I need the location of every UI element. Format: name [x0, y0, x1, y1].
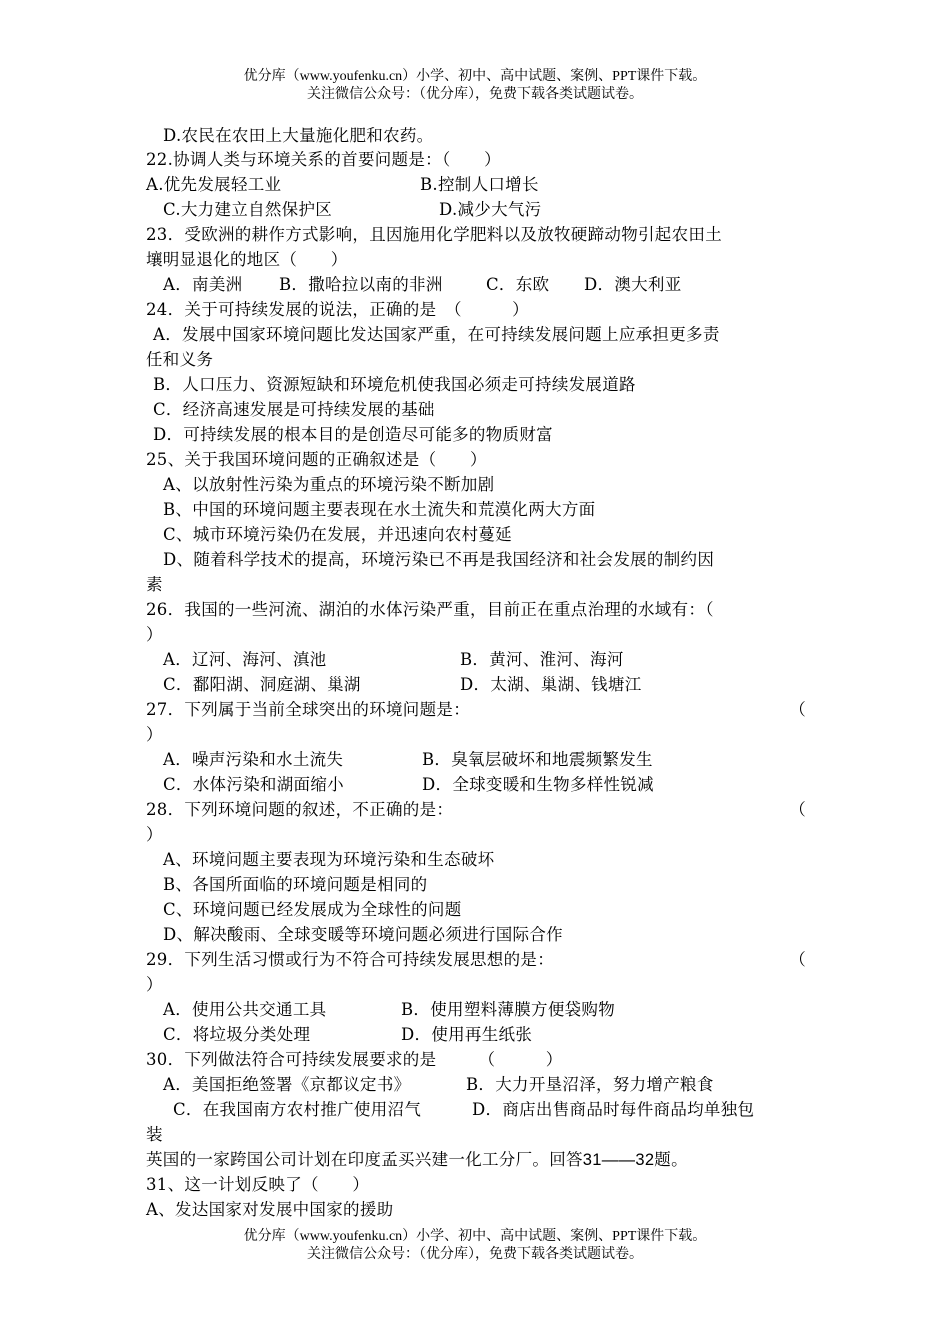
q23-option-d: D．澳大利亚 [584, 275, 682, 294]
q27-option-b: B．臭氧层破坏和地震频繁发生 [422, 750, 653, 769]
q23-option-b: B．撒哈拉以南的非洲 [279, 275, 443, 294]
q26-option-d: D．太湖、巢湖、钱塘江 [460, 675, 642, 694]
q30-option-d-line1: D．商店出售商品时每件商品均单独包 [472, 1100, 755, 1119]
q27-paren-close: ） [146, 725, 163, 744]
page-footer [0, 1228, 950, 1264]
q30-option-a: A．美国拒绝签署《京都议定书》 [163, 1075, 411, 1094]
q24-option-a-line1: A．发展中国家环境问题比发达国家严重，在可持续发展问题上应承担更多责 [153, 325, 720, 344]
q30-option-c: C．在我国南方农村推广使用沼气 [173, 1100, 422, 1119]
q30-option-d-line2: 装 [146, 1125, 163, 1144]
q24-option-c: C．经济高速发展是可持续发展的基础 [153, 400, 435, 419]
q26-stem-line2: ） [146, 625, 163, 644]
q29-option-c: C．将垃圾分类处理 [163, 1025, 311, 1044]
q25-option-d-line1: D、随着科学技术的提高，环境污染已不再是我国经济和社会发展的制约因 [163, 550, 715, 569]
q28-option-a: A、环境问题主要表现为环境污染和生态破坏 [163, 850, 495, 869]
q27-stem-line [146, 699, 810, 721]
q28-option-d: D、解决酸雨、全球变暖等环境问题必须进行国际合作 [163, 925, 563, 944]
q28-option-b: B、各国所面临的环境问题是相同的 [163, 875, 428, 894]
q23-option-a: A．南美洲 [163, 275, 243, 294]
q26-option-c: C．鄱阳湖、洞庭湖、巢湖 [163, 675, 361, 694]
q26-option-a: A．辽河、海河、滇池 [163, 650, 327, 669]
q25-stem: 25、关于我国环境问题的正确叙述是（ ） [146, 450, 487, 469]
q28-paren-open: （ [789, 800, 806, 819]
q23-option-c: C．东欧 [486, 275, 550, 294]
q25-option-d-line2: 素 [146, 575, 163, 594]
q28-stem: 28．下列环境问题的叙述，不正确的是： [146, 800, 454, 819]
q21-option-d: D.农民在农田上大量施化肥和农药。 [163, 126, 434, 145]
q29-paren-open: （ [789, 950, 806, 969]
q27-option-a: A．噪声污染和水土流失 [163, 750, 344, 769]
q22-option-a: A.优先发展轻工业 [146, 175, 282, 194]
q24-option-b: B．人口压力、资源短缺和环境危机使我国必须走可持续发展道路 [153, 375, 636, 394]
header-line-1: 优分库（www.youfenku.cn）小学、初中、高中试题、案例、PPT课件下载。 [243, 69, 707, 84]
q23-stem-line2: 壤明显退化的地区（ ） [146, 250, 348, 269]
q30-option-b: B．大力开垦沼泽，努力增产粮食 [466, 1075, 714, 1094]
q24-stem: 24．关于可持续发展的说法，正确的是 （ ） [146, 300, 529, 319]
q27-option-d: D．全球变暖和生物多样性锐减 [422, 775, 654, 794]
q29-option-b: B．使用塑料薄膜方便袋购物 [401, 1000, 616, 1019]
q27-option-c: C．水体污染和湖面缩小 [163, 775, 344, 794]
q22-stem: 22.协调人类与环境关系的首要问题是：（ ） [146, 150, 501, 169]
q27-stem: 27．下列属于当前全球突出的环境问题是： [146, 700, 470, 719]
q31-32-intro: 英国的一家跨国公司计划在印度孟买兴建一化工分厂。回答31——32题。 [146, 1151, 688, 1169]
q26-stem-line1: 26．我国的一些河流、湖泊的水体污染严重，目前正在重点治理的水域有：（ [146, 600, 714, 619]
q26-option-b: B．黄河、淮河、海河 [460, 650, 624, 669]
q27-paren-open: （ [789, 700, 806, 719]
q25-option-b: B、中国的环境问题主要表现在水土流失和荒漠化两大方面 [163, 500, 596, 519]
q23-stem-line1: 23．受欧洲的耕作方式影响，且因施用化学肥料以及放牧硬蹄动物引起农田土 [146, 225, 722, 244]
q24-option-a-line2: 任和义务 [146, 350, 214, 369]
q22-option-c: C.大力建立自然保护区 [163, 200, 333, 219]
q28-paren-close: ） [146, 825, 163, 844]
q24-option-d: D．可持续发展的根本目的是创造尽可能多的物质财富 [153, 425, 553, 444]
q22-option-b: B.控制人口增长 [420, 175, 539, 194]
q31-option-a: A、发达国家对发展中国家的援助 [146, 1200, 394, 1219]
q30-stem: 30．下列做法符合可持续发展要求的是 （ ） [146, 1050, 563, 1069]
q28-stem-line [146, 799, 810, 821]
q29-option-a: A．使用公共交通工具 [163, 1000, 327, 1019]
q25-option-c: C、城市环境污染仍在发展，并迅速向农村蔓延 [163, 525, 512, 544]
q29-option-d: D．使用再生纸张 [401, 1025, 533, 1044]
q29-paren-close: ） [146, 975, 163, 994]
q22-option-d: D.减少大气污 [439, 200, 542, 219]
q28-option-c: C、环境问题已经发展成为全球性的问题 [163, 900, 462, 919]
footer-line-1: 优分库（www.youfenku.cn）小学、初中、高中试题、案例、PPT课件下载。 [243, 1229, 707, 1244]
header-line-2: 关注微信公众号：（优分库），免费下载各类试题试卷。 [307, 87, 643, 102]
q25-option-a: A、以放射性污染为重点的环境污染不断加剧 [163, 475, 495, 494]
q29-stem: 29．下列生活习惯或行为不符合可持续发展思想的是： [146, 950, 554, 969]
q29-stem-line [146, 949, 810, 971]
page-header [0, 68, 950, 104]
q31-stem: 31、这一计划反映了（ ） [146, 1175, 370, 1194]
footer-line-2: 关注微信公众号：（优分库），免费下载各类试题试卷。 [307, 1247, 643, 1262]
